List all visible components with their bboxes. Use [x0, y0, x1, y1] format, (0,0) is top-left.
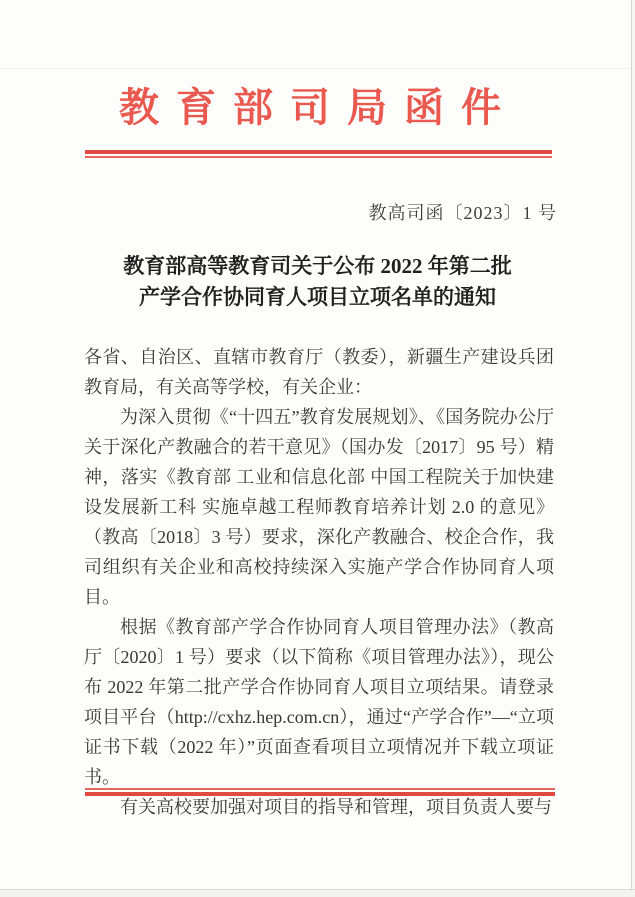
paragraph-management-requirements: 有关高校要加强对项目的指导和管理，项目负责人要与 — [120, 797, 552, 817]
document-body — [84, 342, 554, 822]
document-number: 教高司函〔2023〕1 号 — [368, 203, 557, 223]
footer-rule-thick-line — [85, 792, 555, 796]
page-edge-right — [631, 0, 632, 897]
document-title-line-2: 产学合作协同育人项目立项名单的通知 — [139, 285, 496, 309]
page-edge-bottom — [0, 889, 635, 890]
salutation: 各省、自治区、直辖市教育厅（教委），新疆生产建设兵团教育局，有关高等学校，有关企业： — [84, 347, 554, 397]
page-edge-bottom-shade — [0, 890, 635, 897]
scan-artifact-line — [0, 68, 631, 69]
document-banner: 教育部司局函件 — [119, 85, 518, 130]
document-title — [60, 251, 575, 313]
paragraph-policy-background: 为深入贯彻《“十四五”教育发展规划》、《国务院办公厅关于深化产教融合的若干意见》（国办发〔2017〕95 号）精神，落实《教育部 工业和信息化部 中国工程院关于加快建设发展新工科 实施卓越工程师教育培养计划 2.0 的意见》（教高〔2018〕3 号）要求，深化产教融合、校企合作，我司组织有关企业和高校持续深入实施产学合作协同育人项目。 — [84, 407, 554, 607]
footer-rule — [85, 788, 555, 796]
paragraph-announcement: 根据《教育部产学合作协同育人项目管理办法》（教高厅〔2020〕1 号）要求（以下简称《项目管理办法》），现公布 2022 年第二批产学合作协同育人项目立项结果。请登录项目平台（http://cxhz.hep.com.cn），通过“产学合作”—“立项证书下载（2022 年）”页面查看项目立项情况并下载立项证书。 — [84, 617, 554, 787]
header-rule — [85, 150, 552, 158]
document-title-line-1: 教育部高等教育司关于公布 2022 年第二批 — [123, 254, 512, 278]
header-rule-thin-line — [85, 156, 552, 158]
